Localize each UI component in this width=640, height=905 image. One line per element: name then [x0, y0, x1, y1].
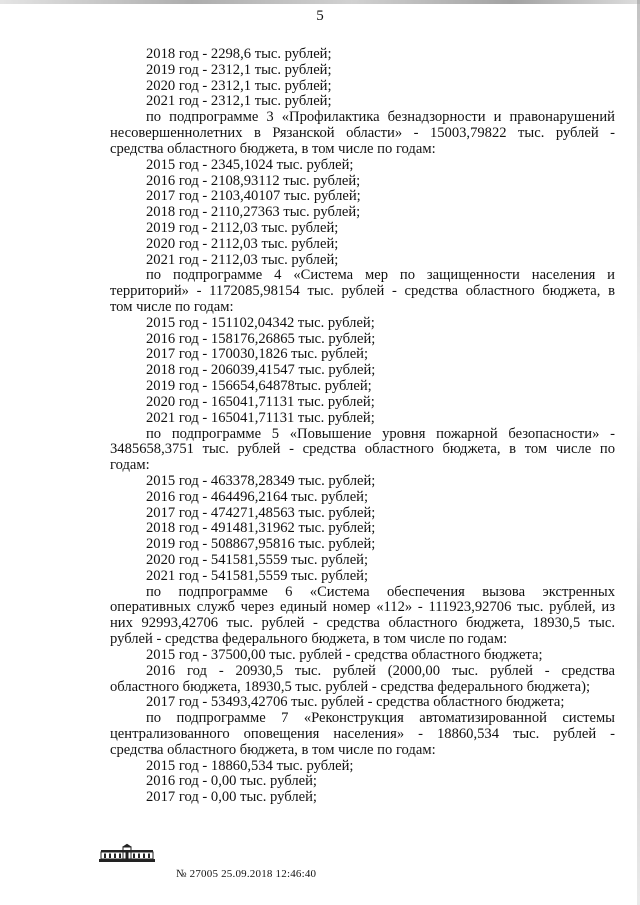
- scan-top-edge: [0, 0, 640, 4]
- page-number: 5: [316, 8, 324, 24]
- text-line: 2015 год - 18860,534 тыс. рублей;: [146, 757, 354, 774]
- text-line: 2017 год - 170030,1826 тыс. рублей;: [146, 346, 369, 363]
- text-line: средства областного бюджета, в том числе по годам:: [110, 741, 436, 758]
- text-line: 2016 год - 20930,5 тыс. рублей (2000,00 тыс. рублей - средства: [146, 662, 615, 679]
- text-line: 2018 год - 206039,41547 тыс. рублей;: [146, 362, 376, 379]
- text-line: по подпрограмме 6 «Система обеспечения вызова экстренных: [146, 583, 615, 600]
- building-seal-icon: [98, 843, 156, 863]
- text-line: территорий» - 1172085,98154 тыс. рублей - средства областного бюджета, в: [110, 283, 615, 300]
- text-line: 2015 год - 151102,04342 тыс. рублей;: [146, 314, 375, 331]
- text-line: том числе по годам:: [110, 299, 234, 315]
- text-line: 2018 год - 491481,31962 тыс. рублей;: [146, 520, 376, 537]
- text-line: 2021 год - 2112,03 тыс. рублей;: [146, 251, 339, 268]
- text-line: 2018 год - 2298,6 тыс. рублей;: [146, 46, 332, 62]
- text-line: 2016 год - 2108,93112 тыс. рублей;: [146, 172, 361, 189]
- text-line: 3485658,3751 тыс. рублей - средства областного бюджета, в том числе по: [110, 441, 615, 458]
- text-line: 2017 год - 2103,40107 тыс. рублей;: [146, 188, 361, 205]
- text-line: несовершеннолетних в Рязанской области» - 15003,79822 тыс. рублей -: [110, 125, 615, 142]
- text-line: оперативных служб через единый номер «112» - 111923,92706 тыс. рублей, из: [110, 599, 615, 616]
- text-line: областного бюджета, 18930,5 тыс. рублей - средства федерального бюджета);: [110, 678, 591, 695]
- text-line: средства областного бюджета, в том числе по годам:: [110, 140, 436, 157]
- text-line: 2016 год - 158176,26865 тыс. рублей;: [146, 330, 376, 347]
- text-line: по подпрограмме 3 «Профилактика безнадзорности и правонарушений: [146, 109, 615, 126]
- text-line: по подпрограмме 7 «Реконструкция автоматизированной системы: [146, 710, 615, 727]
- text-line: 2019 год - 2312,1 тыс. рублей;: [146, 61, 332, 78]
- text-line: 2021 год - 2312,1 тыс. рублей;: [146, 93, 332, 110]
- text-line: по подпрограмме 5 «Повышение уровня пожарной безопасности» -: [146, 425, 615, 442]
- text-line: 2021 год - 541581,5559 тыс. рублей;: [146, 567, 369, 584]
- text-line: 2020 год - 165041,71131 тыс. рублей;: [146, 393, 375, 410]
- text-line: 2019 год - 2112,03 тыс. рублей;: [146, 219, 339, 236]
- text-line: 2019 год - 156654,64878тыс. рублей;: [146, 378, 372, 395]
- text-line: 2017 год - 0,00 тыс. рублей;: [146, 789, 317, 806]
- text-line: 2020 год - 2312,1 тыс. рублей;: [146, 77, 332, 94]
- text-line: 2015 год - 463378,28349 тыс. рублей;: [146, 472, 376, 489]
- text-line: 2017 год - 53493,42706 тыс. рублей - средства областного бюджета;: [146, 694, 565, 711]
- text-line: годам:: [110, 457, 150, 474]
- text-line: рублей - средства федерального бюджета, в том числе по годам:: [110, 631, 508, 648]
- text-line: 2016 год - 464496,2164 тыс. рублей;: [146, 488, 369, 505]
- text-line: 2016 год - 0,00 тыс. рублей;: [146, 773, 317, 790]
- text-line: 2020 год - 2112,03 тыс. рублей;: [146, 235, 339, 252]
- text-line: по подпрограмме 4 «Система мер по защищенности населения и: [146, 267, 615, 284]
- text-line: них 92993,42706 тыс. рублей - средства областного бюджета, 18930,5 тыс.: [110, 615, 615, 632]
- text-line: 2015 год - 37500,00 тыс. рублей - средства областного бюджета;: [146, 646, 543, 663]
- text-line: 2015 год - 2345,1024 тыс. рублей;: [146, 156, 354, 173]
- text-line: 2019 год - 508867,95816 тыс. рублей;: [146, 536, 376, 553]
- document-body: [110, 47, 615, 806]
- document-registration-id: № 27005 25.09.2018 12:46:40: [176, 868, 317, 880]
- text-line: 2020 год - 541581,5559 тыс. рублей;: [146, 552, 369, 568]
- text-line: централизованного оповещения населения» - 18860,534 тыс. рублей -: [110, 725, 615, 742]
- text-line: 2021 год - 165041,71131 тыс. рублей;: [146, 409, 375, 426]
- text-line: 2018 год - 2110,27363 тыс. рублей;: [146, 204, 361, 221]
- text-line: 2017 год - 474271,48563 тыс. рублей;: [146, 504, 376, 521]
